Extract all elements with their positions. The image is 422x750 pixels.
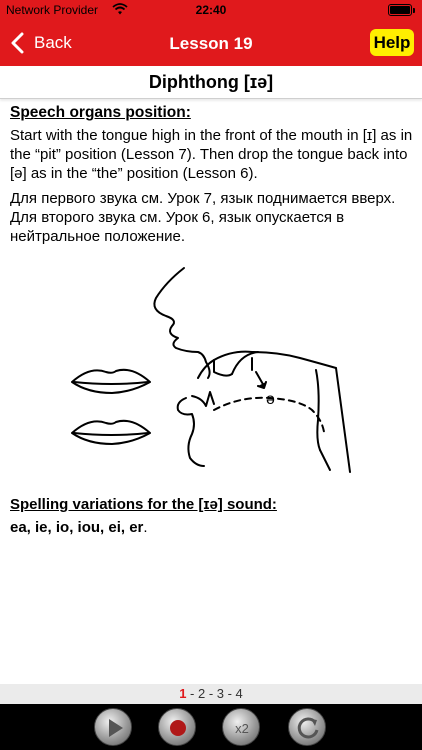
nav-bar — [0, 20, 422, 66]
speech-organs-diagram — [0, 262, 422, 484]
carrier-label: Network Provider — [6, 3, 99, 17]
nav-title: Lesson 19 — [169, 34, 253, 53]
record-button[interactable] — [158, 708, 196, 746]
replay-button[interactable] — [288, 708, 326, 746]
spelling-variants-text: ea, ie, io, iou, ei, er — [10, 519, 144, 536]
speech-heading: Speech organs position: — [10, 104, 191, 121]
x2-icon — [223, 709, 261, 747]
spelling-end: . — [143, 519, 148, 536]
pager-rest[interactable]: - 2 - 3 - 4 — [186, 686, 243, 701]
x2-label: x2 — [235, 721, 249, 736]
speech-text-english: Start with the tongue high in the front of the mouth in [ɪ] as in the “pit” position (Lesson 7). Then drop the tongue back into [ə] as in the “the” position (Lesson 6). — [10, 127, 413, 182]
spelling-section — [10, 496, 414, 536]
page-title: Diphthong [ɪə] — [0, 66, 422, 99]
x2-button[interactable] — [222, 708, 260, 746]
bottom-toolbar — [0, 704, 422, 750]
spelling-heading: Spelling variations for the [ɪə] sound: — [10, 496, 277, 513]
play-button[interactable] — [94, 708, 132, 746]
chevron-left-icon — [10, 32, 24, 54]
replay-icon — [289, 709, 327, 747]
record-icon — [159, 709, 197, 747]
status-bar — [0, 0, 422, 20]
schwa-label: ə — [266, 391, 275, 408]
battery-icon — [388, 4, 412, 16]
speech-text-russian: Для первого звука см. Урок 7, язык поднимается вверх. Для второго звука см. Урок 6, язык опускается в нейтральное положение. — [10, 190, 396, 245]
speech-section — [10, 104, 414, 246]
battery-nub — [413, 8, 415, 13]
face-profile — [154, 268, 209, 378]
lips-lower-icon — [72, 421, 150, 444]
play-icon — [95, 709, 133, 747]
back-button[interactable] — [10, 30, 72, 56]
pager-current[interactable]: 1 — [179, 686, 187, 701]
help-button[interactable]: Help — [370, 29, 414, 56]
pager[interactable] — [0, 684, 422, 704]
status-time: 22:40 — [195, 3, 227, 17]
lips-upper-icon — [72, 370, 150, 393]
spelling-variants — [10, 519, 414, 536]
back-label: Back — [34, 33, 72, 52]
